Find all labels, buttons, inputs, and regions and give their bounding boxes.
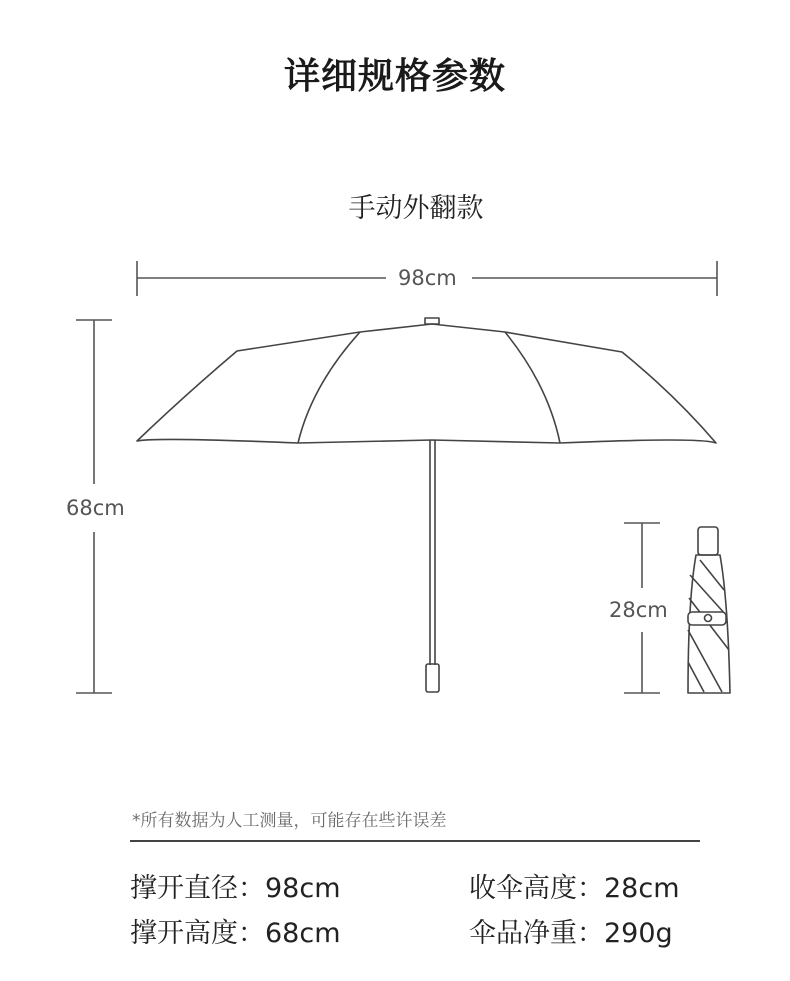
divider — [130, 840, 700, 842]
canopy-rib-left — [298, 332, 360, 443]
spec-value: 28cm — [604, 873, 680, 904]
closed-handle — [698, 527, 718, 555]
page-title: 详细规格参数 — [283, 56, 506, 97]
spec-value: 68cm — [265, 918, 341, 949]
spec-open-diameter — [130, 866, 341, 905]
open-width-label: 98cm — [398, 266, 457, 290]
spec-label: 伞品净重： — [469, 918, 604, 949]
spec-net-weight — [469, 911, 673, 950]
closed-fold-5 — [700, 560, 724, 590]
open-height-label: 68cm — [66, 496, 125, 520]
measurement-note: *所有数据为人工测量，可能存在些许误差 — [132, 811, 447, 831]
closed-strap-button — [705, 615, 712, 622]
spec-open-height — [130, 911, 341, 950]
umbrella-handle — [426, 664, 439, 692]
closed-fold-1 — [690, 575, 726, 615]
closed-fold-4 — [688, 662, 704, 692]
open-umbrella — [137, 318, 716, 692]
spec-label: 撑开高度： — [130, 918, 265, 949]
spec-value: 98cm — [265, 873, 341, 904]
umbrella-top-cap — [425, 318, 439, 324]
spec-value: 290g — [604, 918, 673, 949]
spec-closed-height — [469, 866, 680, 905]
canopy-rib-right — [505, 332, 560, 443]
canopy-outline — [137, 324, 716, 443]
spec-label: 撑开直径： — [130, 873, 265, 904]
spec-label: 收伞高度： — [469, 873, 604, 904]
closed-umbrella — [688, 527, 730, 693]
model-name: 手动外翻款 — [348, 193, 484, 224]
closed-fold-3 — [688, 630, 722, 692]
closed-height-label: 28cm — [609, 598, 668, 622]
